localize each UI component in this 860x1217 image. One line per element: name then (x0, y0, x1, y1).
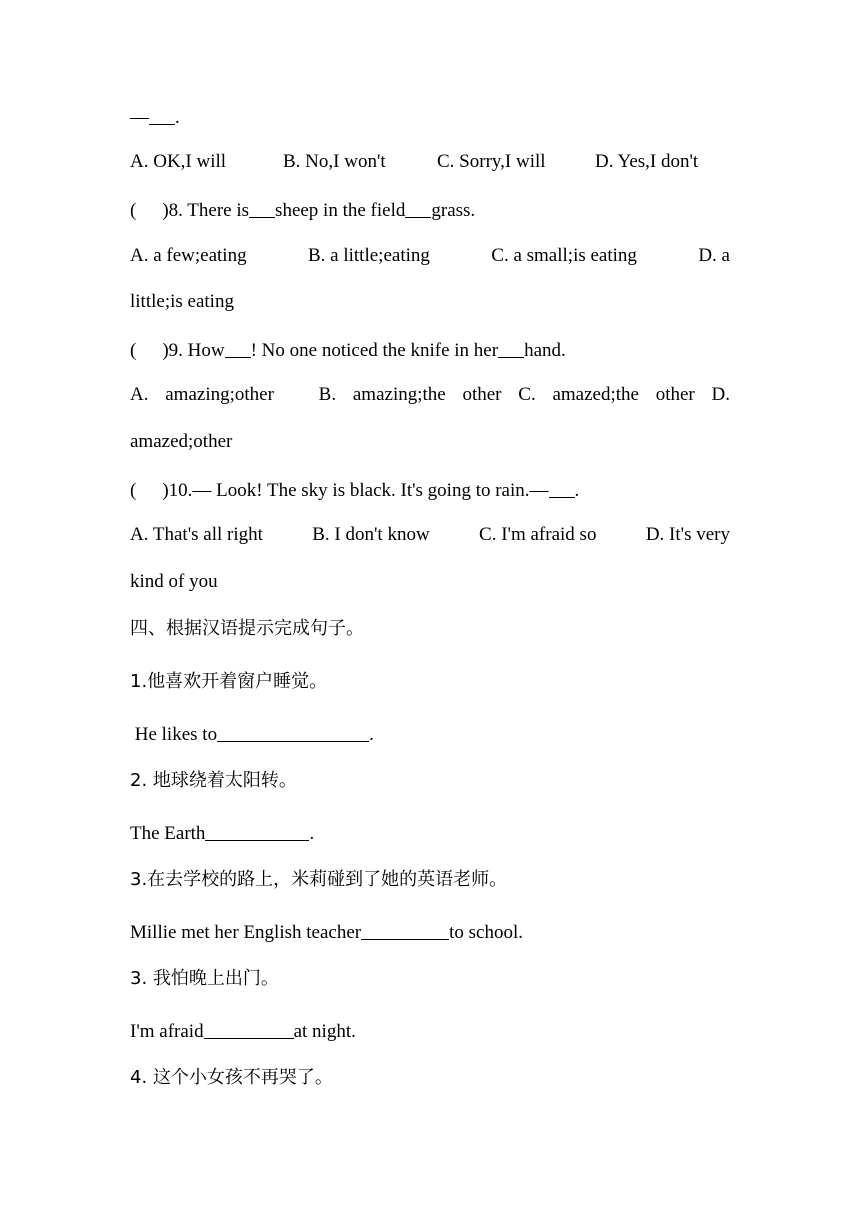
q9-stem-a: )9. How (162, 340, 225, 361)
answer-blank[interactable] (549, 479, 575, 498)
item-3-prompt: 3.在去学校的路上，米莉碰到了她的英语老师。 (130, 869, 508, 890)
q9-stem-b: ! No one noticed the knife in her (250, 340, 499, 361)
q9-option-b-text-1: amazing;the (352, 384, 446, 405)
q8-option-d: D. a (698, 245, 730, 266)
q9-option-b-label: B. (318, 384, 337, 405)
section-heading: 四、根据汉语提示完成句子。 (130, 618, 364, 639)
item-5-prompt: 4. 这个小女孩不再哭了。 (130, 1067, 333, 1088)
q8-option-c: C. a small;is eating (491, 245, 637, 266)
q10-stem-b: . (574, 480, 580, 501)
item-1-text-pre: He likes to (130, 724, 218, 745)
answer-blank[interactable] (204, 1020, 294, 1039)
item-4-text-post: at night. (293, 1021, 356, 1042)
q9-option-b-text-2: other (462, 384, 502, 405)
q10-options-wrap: kind of you (130, 571, 218, 592)
q8-options-wrap: little;is eating (130, 291, 234, 312)
q9-option-d-label: D. (711, 384, 730, 405)
item-3-text-post: to school. (449, 922, 523, 943)
answer-blank[interactable] (205, 822, 309, 841)
item-1-sentence (130, 721, 730, 747)
q9-options (130, 383, 730, 407)
item-4-sentence (130, 1018, 730, 1044)
q10-question (130, 477, 730, 503)
q9-options-wrap: amazed;other (130, 431, 233, 452)
q10-paren: ( (130, 480, 137, 501)
answer-blank[interactable] (149, 106, 175, 125)
answer-blank[interactable] (225, 339, 251, 358)
item-1-prompt: 1.他喜欢开着窗户睡觉。 (130, 671, 328, 692)
q10-option-d: D. It's very (645, 524, 730, 545)
q9-option-c-text-1: amazed;the (552, 384, 639, 405)
q10-option-c: C. I'm afraid so (479, 524, 597, 545)
answer-blank[interactable] (498, 339, 524, 358)
item-3-sentence (130, 919, 730, 945)
q8-stem-c: grass. (431, 200, 476, 221)
q7-answer-line: — . (130, 107, 180, 128)
q7-option-c: C. Sorry,I will (437, 151, 546, 172)
q9-option-c-text-2: other (655, 384, 695, 405)
item-2-sentence (130, 820, 730, 846)
q8-stem-a: )8. There is (162, 200, 250, 221)
q8-options (130, 244, 730, 268)
q10-options (130, 523, 730, 547)
q9-question (130, 337, 730, 363)
item-2-text-pre: The Earth (130, 823, 206, 844)
q10-option-b: B. I don't know (312, 524, 430, 545)
q10-option-a: A. That's all right (130, 524, 263, 545)
q8-stem-b: sheep in the field (275, 200, 406, 221)
answer-blank[interactable] (361, 921, 449, 940)
q7-option-b: B. No,I won't (283, 151, 386, 172)
answer-blank[interactable] (217, 723, 369, 742)
item-2-prompt: 2. 地球绕着太阳转。 (130, 770, 297, 791)
answer-blank[interactable] (405, 199, 431, 218)
item-4-text-pre: I'm afraid (130, 1021, 204, 1042)
q8-question (130, 197, 730, 223)
q8-option-b: B. a little;eating (307, 245, 430, 266)
q9-option-c-label: C. (518, 384, 536, 405)
q9-paren: ( (130, 340, 137, 361)
item-3-text-pre: Millie met her English teacher (130, 922, 362, 943)
q7-option-d: D. Yes,I don't (595, 151, 699, 172)
q8-option-a: A. a few;eating (130, 245, 247, 266)
q8-paren: ( (130, 200, 137, 221)
q7-option-a: A. OK,I will (130, 151, 227, 172)
q9-option-a-label: A. (130, 384, 149, 405)
answer-blank[interactable] (249, 199, 275, 218)
item-4-prompt: 3. 我怕晚上出门。 (130, 968, 279, 989)
q9-option-a-text: amazing;other (165, 384, 274, 405)
q9-stem-c: hand. (524, 340, 566, 361)
q10-stem-a: )10.— Look! The sky is black. It's going to rain.— (162, 480, 549, 501)
item-2-text-post: . (309, 823, 315, 844)
item-1-text-post: . (369, 724, 374, 745)
